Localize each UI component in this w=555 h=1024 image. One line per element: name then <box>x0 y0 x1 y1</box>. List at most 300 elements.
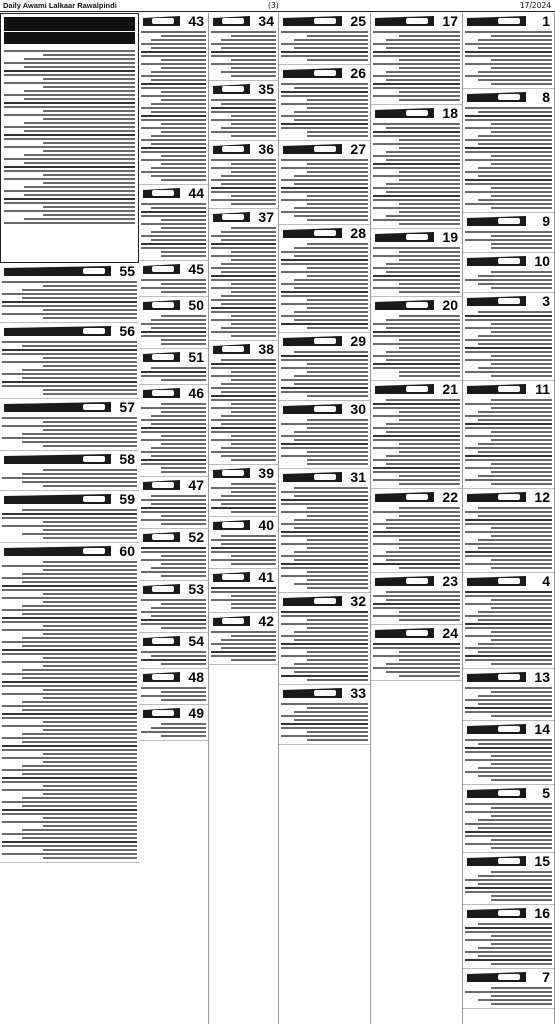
text-line <box>373 407 460 409</box>
text-line <box>491 463 552 465</box>
notice-number: 26 <box>350 65 366 81</box>
text-line <box>141 87 206 89</box>
text-line <box>221 231 276 233</box>
text-line <box>465 591 552 593</box>
text-line <box>43 214 135 216</box>
notice-banner <box>283 228 342 238</box>
text-line <box>161 67 207 69</box>
notice-number: 15 <box>534 853 550 869</box>
text-line <box>4 106 135 108</box>
text-line <box>231 411 277 413</box>
text-line <box>43 78 135 80</box>
text-line <box>465 511 552 513</box>
notice-number: 43 <box>188 13 204 29</box>
text-line <box>281 555 368 557</box>
notice-header <box>465 90 552 105</box>
text-line <box>399 211 460 213</box>
text-line <box>141 139 206 141</box>
notice-11 <box>463 381 554 489</box>
text-line <box>141 731 206 733</box>
text-line <box>211 187 276 189</box>
text-line <box>491 567 552 569</box>
text-line <box>24 154 135 156</box>
text-line <box>2 801 137 803</box>
text-line <box>161 163 207 165</box>
text-line <box>43 118 135 120</box>
text-line <box>399 539 460 541</box>
text-line <box>294 119 368 121</box>
text-line <box>281 359 368 361</box>
text-line <box>307 203 368 205</box>
text-line <box>43 86 135 88</box>
text-line <box>478 451 552 453</box>
text-line <box>211 275 276 277</box>
text-line <box>281 447 368 449</box>
text-line <box>294 287 368 289</box>
notice-number: 9 <box>542 213 550 229</box>
text-line <box>221 503 276 505</box>
text-line <box>231 283 277 285</box>
text-line <box>281 387 368 389</box>
text-line <box>373 287 460 289</box>
text-line <box>2 621 137 623</box>
notice-banner <box>467 788 526 798</box>
notice-number: 54 <box>188 633 204 649</box>
text-line <box>281 199 368 201</box>
text-line <box>465 403 552 405</box>
notice-banner <box>283 472 342 482</box>
text-line <box>399 483 460 485</box>
text-line <box>231 371 277 373</box>
text-line <box>373 219 460 221</box>
notice-header <box>281 66 368 81</box>
text-line <box>491 995 552 997</box>
text-line <box>2 629 137 631</box>
text-line <box>161 99 207 101</box>
notice-32 <box>279 593 370 685</box>
text-line <box>221 71 276 73</box>
text-line <box>373 647 460 649</box>
notice-23 <box>371 573 462 625</box>
text-line <box>211 487 276 489</box>
notice-banner <box>4 546 111 556</box>
text-line <box>231 315 277 317</box>
notice-banner <box>467 492 526 502</box>
text-line <box>465 831 552 833</box>
text-line <box>2 653 137 655</box>
text-line <box>221 543 276 545</box>
text-line <box>491 247 552 249</box>
text-line <box>211 255 276 257</box>
text-line <box>151 423 206 425</box>
notice-5 <box>463 785 554 853</box>
text-line <box>478 275 552 277</box>
notice-number: 30 <box>350 401 366 417</box>
text-line <box>43 521 138 523</box>
notice-banner <box>375 628 434 638</box>
notice-number: 4 <box>542 573 550 589</box>
text-line <box>231 483 277 485</box>
text-line <box>465 75 552 77</box>
text-line <box>231 595 277 597</box>
text-line <box>478 883 552 885</box>
issue-date: 17/2024 <box>519 1 551 10</box>
text-line <box>478 999 552 1001</box>
text-line <box>161 471 207 473</box>
text-line <box>307 195 368 197</box>
text-line <box>281 179 368 181</box>
text-line <box>141 159 206 161</box>
text-line <box>281 635 368 637</box>
text-line <box>211 539 276 541</box>
notice-header <box>465 254 552 269</box>
text-line <box>43 849 138 851</box>
notice-banner <box>213 212 250 222</box>
text-line <box>465 139 552 141</box>
text-line <box>161 379 207 381</box>
notice-number: 28 <box>350 225 366 241</box>
text-line <box>161 435 207 437</box>
text-line <box>221 391 276 393</box>
text-line <box>465 811 552 813</box>
text-line <box>281 259 368 261</box>
notice-header <box>2 544 137 559</box>
text-line <box>294 311 368 313</box>
text-line <box>2 685 137 687</box>
text-line <box>491 943 552 945</box>
text-line <box>281 291 368 293</box>
text-line <box>491 131 552 133</box>
text-line <box>491 607 552 609</box>
text-line <box>141 559 206 561</box>
notice-header <box>2 264 137 279</box>
text-line <box>22 797 137 799</box>
notice-header <box>465 670 552 685</box>
notice-banner <box>467 384 526 394</box>
text-line <box>211 51 276 53</box>
text-line <box>211 243 276 245</box>
text-line <box>141 611 206 613</box>
text-line <box>151 319 206 321</box>
text-line <box>211 43 276 45</box>
notice-header <box>281 334 368 349</box>
notice-39 <box>209 465 278 517</box>
text-line <box>465 563 552 565</box>
text-line <box>2 385 137 387</box>
text-line <box>141 371 206 373</box>
text-line <box>161 35 207 37</box>
notice-banner <box>283 688 342 698</box>
text-line <box>281 283 368 285</box>
text-line <box>2 597 137 599</box>
text-line <box>465 455 552 457</box>
text-line <box>294 247 368 249</box>
text-line <box>307 651 368 653</box>
text-line <box>386 271 460 273</box>
text-line <box>465 63 552 65</box>
text-line <box>465 759 552 761</box>
text-line <box>294 279 368 281</box>
text-line <box>373 75 460 77</box>
text-line <box>151 39 206 41</box>
text-line <box>465 843 552 845</box>
text-line <box>22 645 137 647</box>
notice-45 <box>139 261 208 297</box>
text-line <box>22 289 137 291</box>
text-line <box>22 473 137 475</box>
text-line <box>211 387 276 389</box>
text-line <box>4 94 135 96</box>
notice-number: 60 <box>119 543 135 559</box>
text-line <box>465 179 552 181</box>
text-line <box>141 127 206 129</box>
text-line <box>281 83 368 85</box>
text-line <box>478 547 552 549</box>
notice-banner <box>143 16 180 26</box>
text-line <box>2 293 137 295</box>
text-line <box>161 575 207 577</box>
notice-header <box>465 574 552 589</box>
text-line <box>478 311 552 313</box>
text-line <box>43 529 138 531</box>
text-line <box>221 647 276 649</box>
text-line <box>22 433 137 435</box>
text-line <box>373 403 460 405</box>
text-line <box>43 633 138 635</box>
text-line <box>221 455 276 457</box>
text-line <box>211 363 276 365</box>
text-line <box>4 166 135 168</box>
notice-number: 52 <box>188 529 204 545</box>
text-line <box>281 623 368 625</box>
notice-14 <box>463 721 554 785</box>
text-line <box>231 459 277 461</box>
text-line <box>281 723 368 725</box>
text-line <box>281 295 368 297</box>
text-line <box>161 411 207 413</box>
notice-header <box>2 452 137 467</box>
text-line <box>294 719 368 721</box>
text-line <box>151 167 206 169</box>
text-line <box>399 611 460 613</box>
text-line <box>43 357 138 359</box>
text-line <box>373 615 460 617</box>
text-line <box>4 70 135 72</box>
notice-55 <box>0 263 139 323</box>
text-line <box>478 283 552 285</box>
notice-header <box>373 106 460 121</box>
text-line <box>161 227 207 229</box>
text-line <box>465 115 552 117</box>
text-line <box>2 577 137 579</box>
text-line <box>478 875 552 877</box>
text-line <box>307 107 368 109</box>
text-line <box>478 367 552 369</box>
notice-12 <box>463 489 554 573</box>
notice-16 <box>463 905 554 969</box>
text-line <box>2 585 137 587</box>
notice-19 <box>371 229 462 297</box>
text-line <box>399 35 460 37</box>
text-line <box>2 649 137 651</box>
text-line <box>373 131 460 133</box>
text-line <box>465 887 552 889</box>
text-line <box>221 39 276 41</box>
text-line <box>478 515 552 517</box>
text-line <box>211 551 276 553</box>
notice-header <box>465 722 552 737</box>
text-line <box>294 87 368 89</box>
masthead <box>0 0 555 12</box>
text-line <box>491 779 552 781</box>
text-line <box>465 31 552 33</box>
text-line <box>151 111 206 113</box>
text-line <box>151 207 206 209</box>
text-line <box>294 383 368 385</box>
text-line <box>211 119 276 121</box>
text-line <box>373 467 460 469</box>
text-line <box>399 67 460 69</box>
text-line <box>465 891 552 893</box>
text-line <box>399 651 460 653</box>
notice-header <box>211 342 276 357</box>
text-line <box>141 95 206 97</box>
text-line <box>465 339 552 341</box>
notice-number: 23 <box>442 573 458 589</box>
text-line <box>281 367 368 369</box>
text-line <box>141 651 206 653</box>
text-line <box>373 123 460 125</box>
text-line <box>211 319 276 321</box>
text-line <box>478 611 552 613</box>
text-line <box>294 111 368 113</box>
text-line <box>141 211 206 213</box>
text-line <box>307 707 368 709</box>
text-line <box>465 951 552 953</box>
text-line <box>386 79 460 81</box>
text-line <box>141 247 206 249</box>
text-line <box>22 677 137 679</box>
notice-banner <box>213 144 250 154</box>
text-line <box>151 143 206 145</box>
text-line <box>281 123 368 125</box>
text-line <box>491 631 552 633</box>
text-line <box>465 43 552 45</box>
text-line <box>465 627 552 629</box>
notice-number: 10 <box>534 253 550 269</box>
text-line <box>2 437 137 439</box>
notice-38 <box>209 341 278 465</box>
text-line <box>22 573 137 575</box>
text-line <box>24 58 135 60</box>
text-line <box>151 327 206 329</box>
text-line <box>465 991 552 993</box>
text-line <box>478 619 552 621</box>
text-line <box>281 251 368 253</box>
text-line <box>373 199 460 201</box>
notice-header <box>141 478 206 493</box>
text-line <box>465 151 552 153</box>
text-line <box>221 263 276 265</box>
text-line <box>373 355 460 357</box>
text-line <box>211 107 276 109</box>
text-line <box>281 511 368 513</box>
text-line <box>231 123 277 125</box>
notice-44 <box>139 185 208 261</box>
text-line <box>465 711 552 713</box>
text-line <box>141 451 206 453</box>
text-line <box>211 395 276 397</box>
text-line <box>399 283 460 285</box>
text-line <box>478 175 552 177</box>
text-line <box>373 279 460 281</box>
text-line <box>231 511 277 513</box>
text-line <box>43 285 138 287</box>
text-line <box>491 663 552 665</box>
text-line <box>281 187 368 189</box>
text-line <box>211 31 276 33</box>
text-line <box>231 291 277 293</box>
text-line <box>399 419 460 421</box>
text-line <box>399 251 460 253</box>
text-line <box>373 535 460 537</box>
text-line <box>465 427 552 429</box>
notice-header <box>465 854 552 869</box>
text-line <box>307 275 368 277</box>
text-line <box>43 689 138 691</box>
text-line <box>307 395 368 397</box>
text-line <box>161 123 207 125</box>
text-line <box>141 507 206 509</box>
text-line <box>211 299 276 301</box>
notice-number: 59 <box>119 491 135 507</box>
text-line <box>399 659 460 661</box>
text-line <box>231 75 277 77</box>
notice-header <box>281 594 368 609</box>
text-line <box>294 439 368 441</box>
text-line <box>141 331 206 333</box>
notice-number: 22 <box>442 489 458 505</box>
text-line <box>373 55 460 57</box>
text-line <box>491 399 552 401</box>
notice-header <box>141 530 206 545</box>
text-line <box>294 671 368 673</box>
text-line <box>211 591 276 593</box>
notice-56 <box>0 323 139 399</box>
text-line <box>43 365 138 367</box>
notice-header <box>141 14 206 29</box>
text-line <box>161 403 207 405</box>
notice-header <box>211 14 276 29</box>
notice-header <box>141 706 206 721</box>
text-line <box>491 839 552 841</box>
text-line <box>161 515 207 517</box>
notice-25 <box>279 13 370 65</box>
text-line <box>491 483 552 485</box>
text-line <box>211 431 276 433</box>
text-line <box>22 829 137 831</box>
text-line <box>151 175 206 177</box>
notice-header <box>211 570 276 585</box>
text-line <box>151 415 206 417</box>
notice-number: 14 <box>534 721 550 737</box>
notice-banner <box>467 972 526 982</box>
notice-50 <box>139 297 208 349</box>
text-line <box>373 439 460 441</box>
text-line <box>2 705 137 707</box>
text-line <box>2 281 137 283</box>
text-line <box>478 39 552 41</box>
